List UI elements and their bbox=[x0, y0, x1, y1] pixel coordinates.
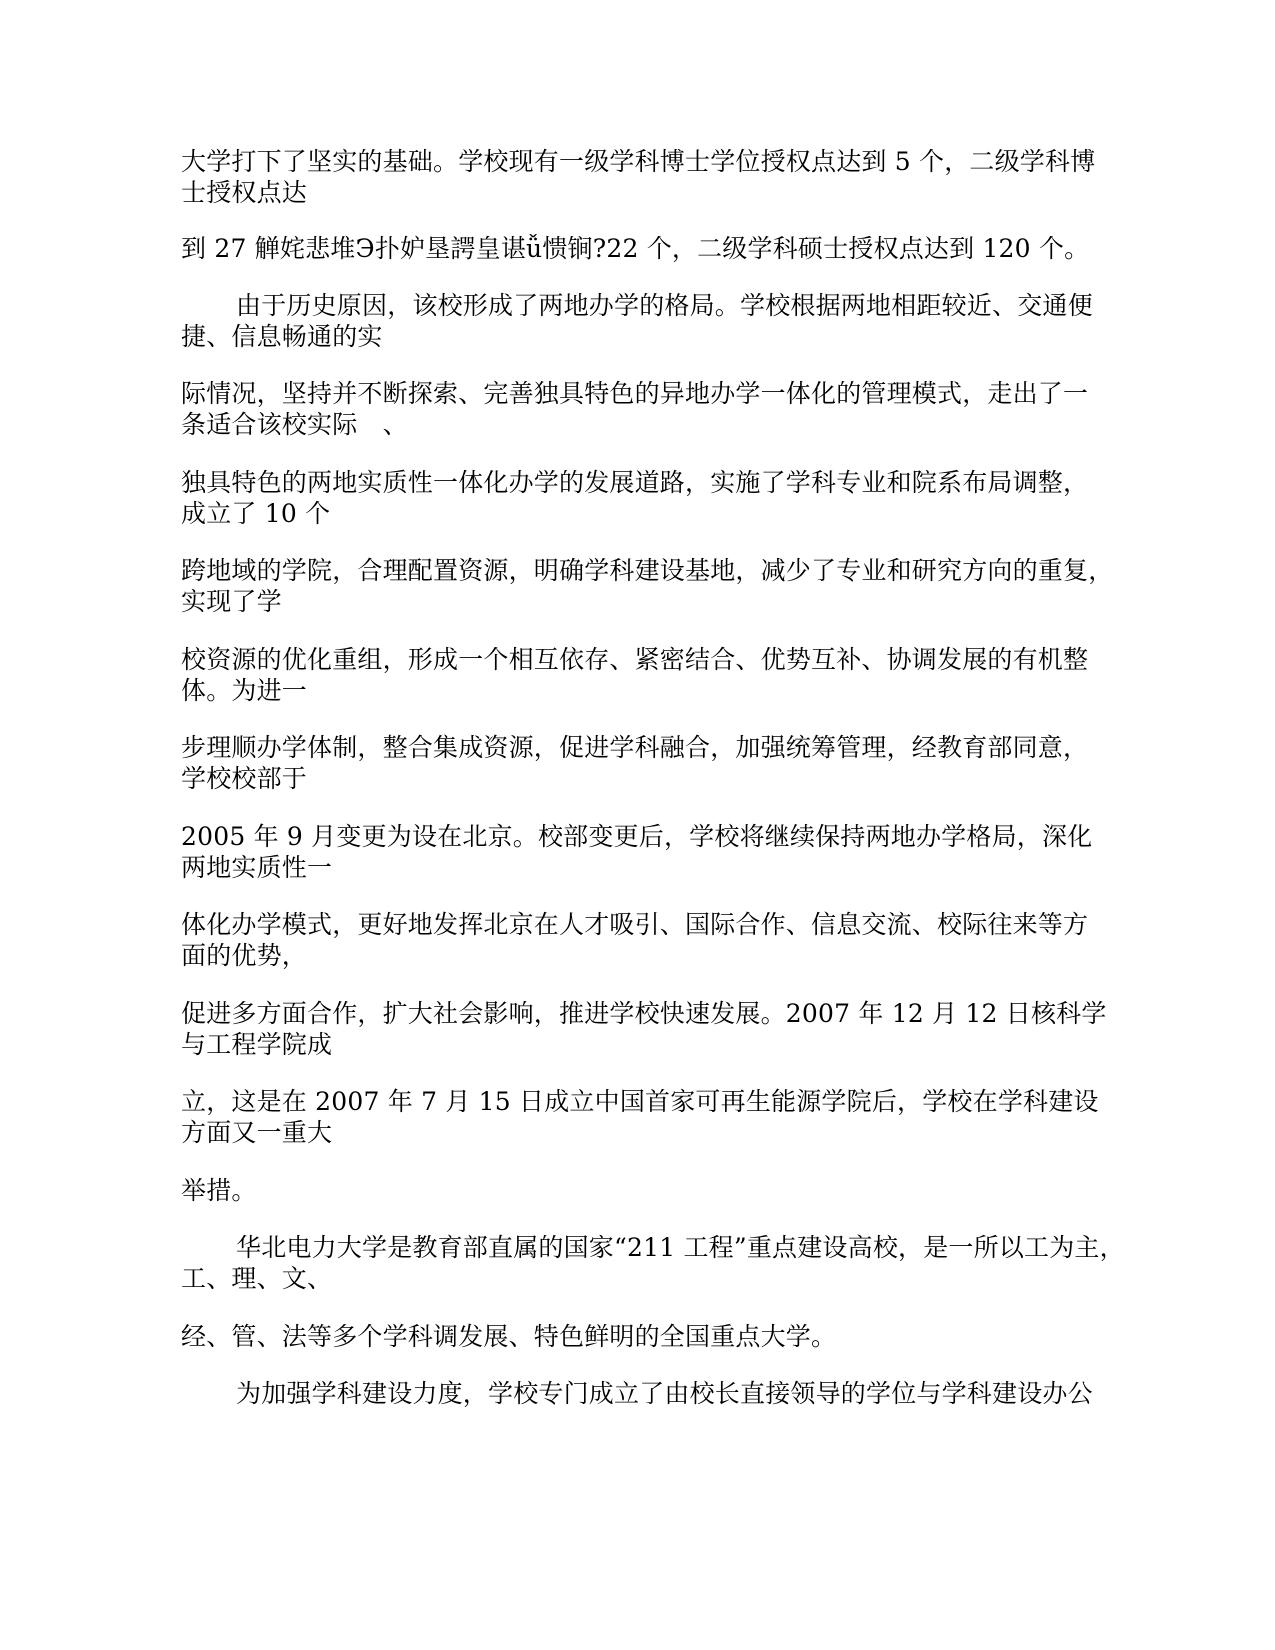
text-line: 两地实质性一 bbox=[181, 853, 333, 882]
text-line: 体。为进一 bbox=[181, 676, 308, 705]
text-line: 独具特色的两地实质性一体化办学的发展道路，实施了学科专业和院系布局调整， bbox=[181, 468, 1089, 497]
text-line: 与工程学院成 bbox=[181, 1030, 333, 1059]
text-line: 工、理、文、 bbox=[181, 1264, 333, 1293]
text-line: 学校校部于 bbox=[181, 764, 308, 793]
text-line: 实现了学 bbox=[181, 587, 282, 616]
text-line: 捷、信息畅通的实 bbox=[181, 322, 383, 351]
text-line: 体化办学模式，更好地发挥北京在人才吸引、国际合作、信息交流、校际往来等方 bbox=[181, 910, 1089, 939]
text-line: 举措。 bbox=[181, 1176, 257, 1205]
text-line: 大学打下了坚实的基础。学校现有一级学科博士学位授权点达到 5 个，二级学科博 bbox=[181, 147, 1096, 176]
text-line: 条适合该校实际 、 bbox=[181, 410, 408, 439]
text-line: 际情况，坚持并不断探索、完善独具特色的异地办学一体化的管理模式，走出了一 bbox=[181, 379, 1089, 408]
paragraph-first-line: 由于历史原因，该校形成了两地办学的格局。学校根据两地相距较近、交通便 bbox=[236, 291, 1093, 320]
paragraph-first-line: 华北电力大学是教育部直属的国家“211 工程”重点建设高校，是一所以工为主， bbox=[236, 1233, 1125, 1262]
text-line: 成立了 10 个 bbox=[181, 499, 331, 528]
text-line: 到 27 觯姹悲堆Э扑妒垦諤皇谌ǚ愦锏?22 个，二级学科硕士授权点达到 120 个。 bbox=[181, 234, 1090, 263]
text-line: 步理顺办学体制，整合集成资源，促进学科融合，加强统筹管理，经教育部同意， bbox=[181, 733, 1089, 762]
text-line: 面的优势， bbox=[181, 941, 308, 970]
text-line: 校资源的优化重组，形成一个相互依存、紧密结合、优势互补、协调发展的有机整 bbox=[181, 645, 1089, 674]
text-line: 2005 年 9 月变更为设在北京。校部变更后，学校将继续保持两地办学格局，深化 bbox=[181, 822, 1093, 851]
text-line: 士授权点达 bbox=[181, 178, 308, 207]
paragraph-first-line: 为加强学科建设力度，学校专门成立了由校长直接领导的学位与学科建设办公 bbox=[236, 1379, 1093, 1408]
text-line: 经、管、法等多个学科调发展、特色鲜明的全国重点大学。 bbox=[181, 1322, 837, 1351]
text-line: 方面又一重大 bbox=[181, 1118, 333, 1147]
text-line: 促进多方面合作，扩大社会影响，推进学校快速发展。2007 年 12 月 12 日核科学 bbox=[181, 999, 1107, 1028]
text-line: 立，这是在 2007 年 7 月 15 日成立中国首家可再生能源学院后，学校在学科建设 bbox=[181, 1087, 1099, 1116]
text-line: 跨地域的学院，合理配置资源，明确学科建设基地，减少了专业和研究方向的重复， bbox=[181, 556, 1114, 585]
